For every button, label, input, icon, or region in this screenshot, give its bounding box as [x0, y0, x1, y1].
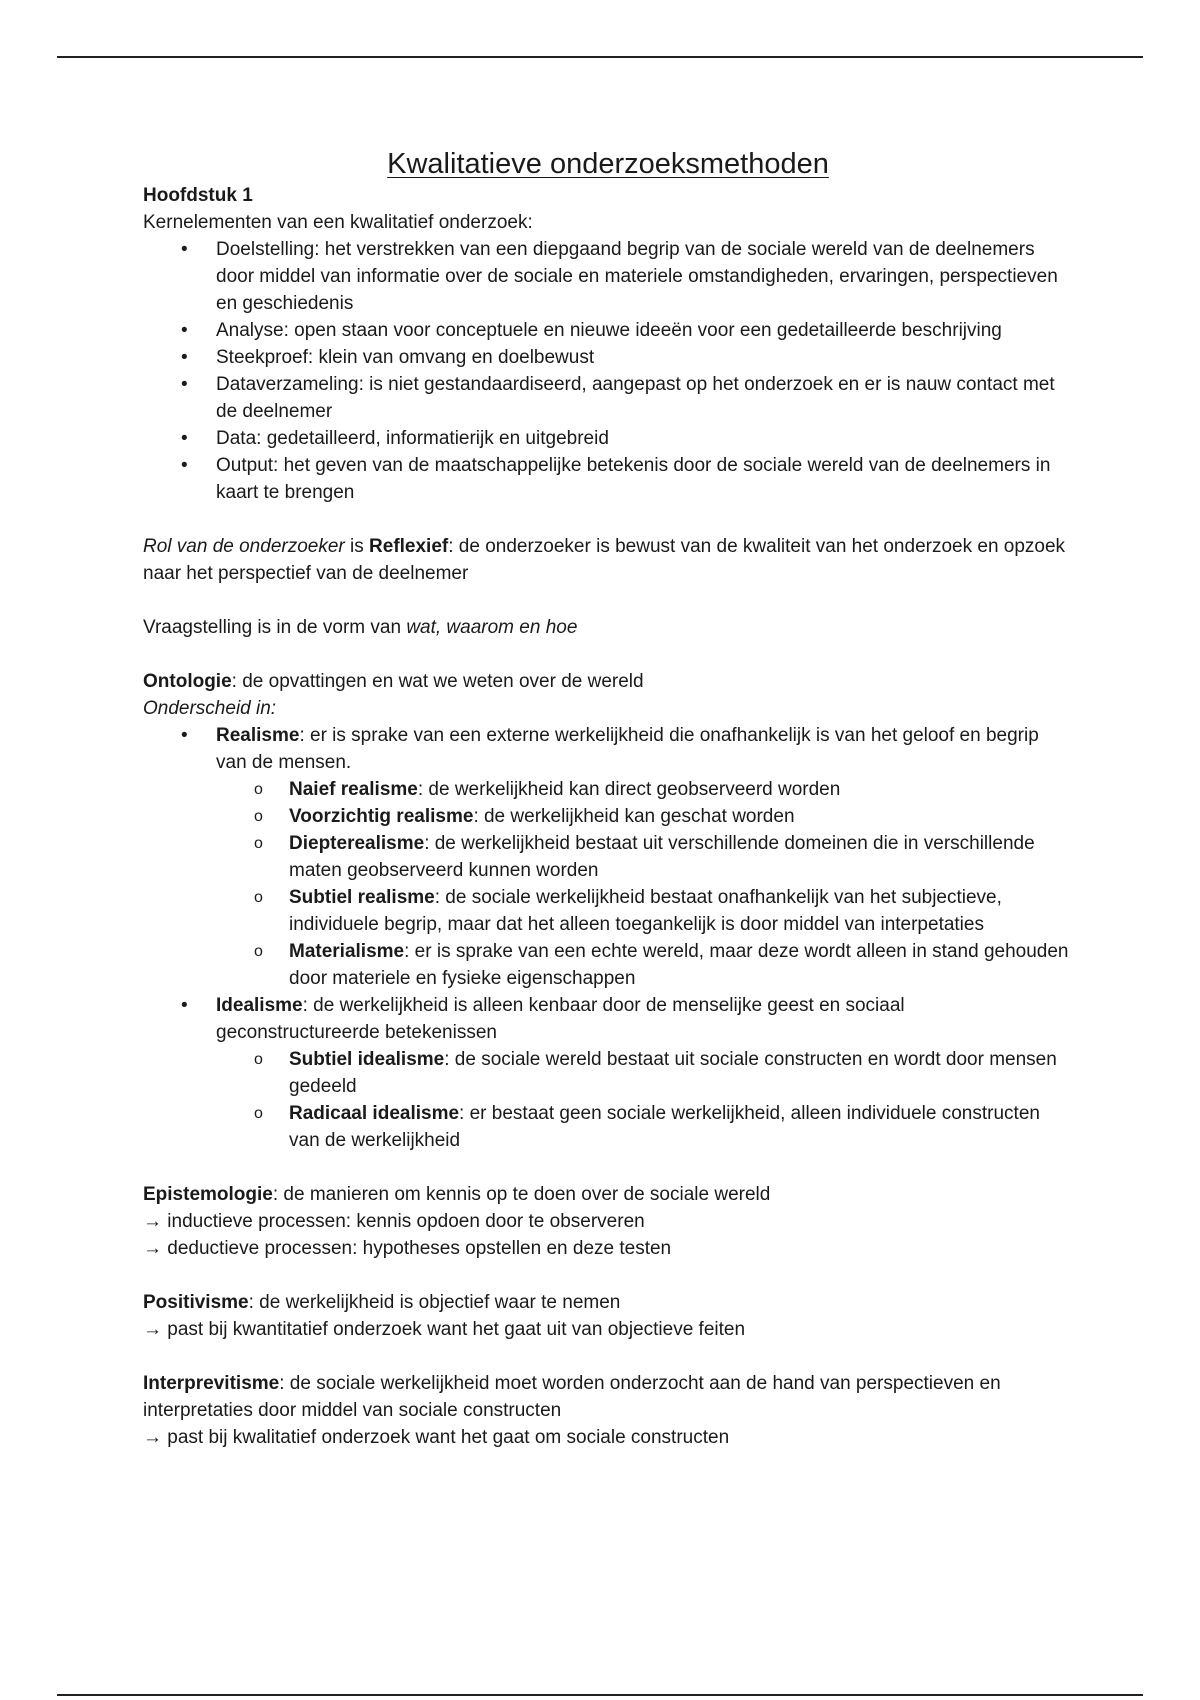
list-item: [216, 884, 1073, 938]
kern-list: [143, 236, 1073, 506]
sub-text: : de sociale wereld bestaat uit sociale constructen en wordt door mensen gedeeld: [289, 1049, 1057, 1097]
interpretivisme-text: : de sociale werkelijkheid moet worden onderzocht aan de hand van perspectieven en interpretaties door middel van sociale constructen: [143, 1373, 1001, 1421]
epistemologie-arrow-1: → inductieve processen: kennis opdoen door te observeren: [143, 1211, 645, 1232]
list-item-idealisme: [143, 992, 1073, 1154]
epistemologie-arrow-2: → deductieve processen: hypotheses opstellen en deze testen: [143, 1238, 672, 1259]
epistemologie-paragraph: [143, 1181, 1073, 1208]
sub-term: Subtiel realisme: [289, 887, 435, 908]
chapter-heading: Hoofdstuk 1: [143, 185, 253, 206]
vraag-paragraph: [143, 614, 1073, 641]
interpretivisme-paragraph: [143, 1370, 1073, 1424]
rol-label: Rol van de onderzoeker: [143, 536, 345, 557]
sub-text: : de werkelijkheid bestaat uit verschillende domeinen die in verschillende maten geobserveerd kunnen worden: [289, 833, 1035, 881]
list-item: [216, 830, 1073, 884]
ontologie-list: [143, 722, 1073, 1154]
list-item: • Data: gedetailleerd, informatierijk en uitgebreid: [143, 425, 1073, 452]
realisme-term: Realisme: [216, 725, 300, 746]
list-item: • Output: het geven van de maatschappelijke betekenis door de sociale wereld van de deelnemers in kaart te brengen: [143, 452, 1073, 506]
sub-term: Diepterealisme: [289, 833, 425, 854]
rol-term: Reflexief: [369, 536, 449, 557]
sub-text: : de werkelijkheid kan geschat worden: [473, 806, 795, 827]
sub-term: Voorzichtig realisme: [289, 806, 474, 827]
list-item: [216, 803, 1073, 830]
sub-term: Naief realisme: [289, 779, 418, 800]
interpretivisme-term: Interprevitisme: [143, 1373, 280, 1394]
epistemologie-text: : de manieren om kennis op te doen over de sociale wereld: [272, 1184, 771, 1205]
sub-text: : de werkelijkheid kan direct geobserveerd worden: [417, 779, 841, 800]
idealisme-text: : de werkelijkheid is alleen kenbaar door de menselijke geest en sociaal geconstructureerde betekenissen: [216, 995, 905, 1043]
interpretivisme-arrow: → past bij kwalitatief onderzoek want het gaat om sociale constructen: [143, 1427, 730, 1448]
list-item: [216, 1100, 1073, 1154]
list-item: [216, 1046, 1073, 1100]
positivisme-paragraph: [143, 1289, 1073, 1316]
list-item: • Steekproef: klein van omvang en doelbewust: [143, 344, 1073, 371]
sub-term: Subtiel idealisme: [289, 1049, 445, 1070]
realisme-sublist: [216, 776, 1073, 992]
ontologie-term: Ontologie: [143, 671, 232, 692]
idealisme-term: Idealisme: [216, 995, 303, 1016]
footer-rule: [57, 1694, 1143, 1696]
document-body: [143, 146, 1073, 1451]
list-item: • Doelstelling: het verstrekken van een diepgaand begrip van de sociale wereld van de deelnemers door middel van informatie over de sociale en materiele omstandigheden, ervaringen, perspectieven en geschiedenis: [143, 236, 1073, 317]
rol-paragraph: [143, 533, 1073, 587]
sub-text: : er bestaat geen sociale werkelijkheid, alleen individuele constructen van de werkelijkheid: [289, 1103, 1040, 1151]
sub-term: Materialisme: [289, 941, 405, 962]
sub-text: : de sociale werkelijkheid bestaat onafhankelijk van het subjectieve, individuele begrip, maar dat het alleen toegankelijk is door middel van interpetaties: [289, 887, 1002, 935]
sub-text: : er is sprake van een echte wereld, maar deze wordt alleen in stand gehouden door materiele en fysieke eigenschappen: [289, 941, 1069, 989]
vraag-emph: wat, waarom en hoe: [406, 617, 578, 638]
positivisme-text: : de werkelijkheid is objectief waar te nemen: [248, 1292, 621, 1313]
ontologie-text: : de opvattingen en wat we weten over de wereld: [231, 671, 644, 692]
list-item: • Analyse: open staan voor conceptuele en nieuwe ideeën voor een gedetailleerde beschrijving: [143, 317, 1073, 344]
list-item: [216, 938, 1073, 992]
positivisme-arrow: → past bij kwantitatief onderzoek want het gaat uit van objectieve feiten: [143, 1319, 746, 1340]
ontologie-sub: Onderscheid in:: [143, 698, 277, 719]
list-item: • Dataverzameling: is niet gestandaardiseerd, aangepast op het onderzoek en er is nauw contact met de deelnemer: [143, 371, 1073, 425]
positivisme-term: Positivisme: [143, 1292, 249, 1313]
ontologie-paragraph: [143, 668, 1073, 695]
list-item-realisme: [143, 722, 1073, 992]
vraag-text: Vraagstelling is in de vorm van: [143, 617, 407, 638]
sub-term: Radicaal idealisme: [289, 1103, 460, 1124]
rol-text: : de onderzoeker is bewust van de kwaliteit van het onderzoek en opzoek naar het perspectief van de deelnemer: [143, 536, 1066, 584]
list-item: [216, 776, 1073, 803]
document-title: Kwalitatieve onderzoeksmethoden: [387, 148, 829, 180]
rol-is: is: [344, 536, 370, 557]
header-rule: [57, 56, 1143, 58]
epistemologie-term: Epistemologie: [143, 1184, 273, 1205]
kern-intro: Kernelementen van een kwalitatief onderzoek:: [143, 212, 533, 233]
idealisme-sublist: [216, 1046, 1073, 1154]
realisme-text: : er is sprake van een externe werkelijkheid die onafhankelijk is van het geloof en begrip van de mensen.: [216, 725, 1039, 773]
